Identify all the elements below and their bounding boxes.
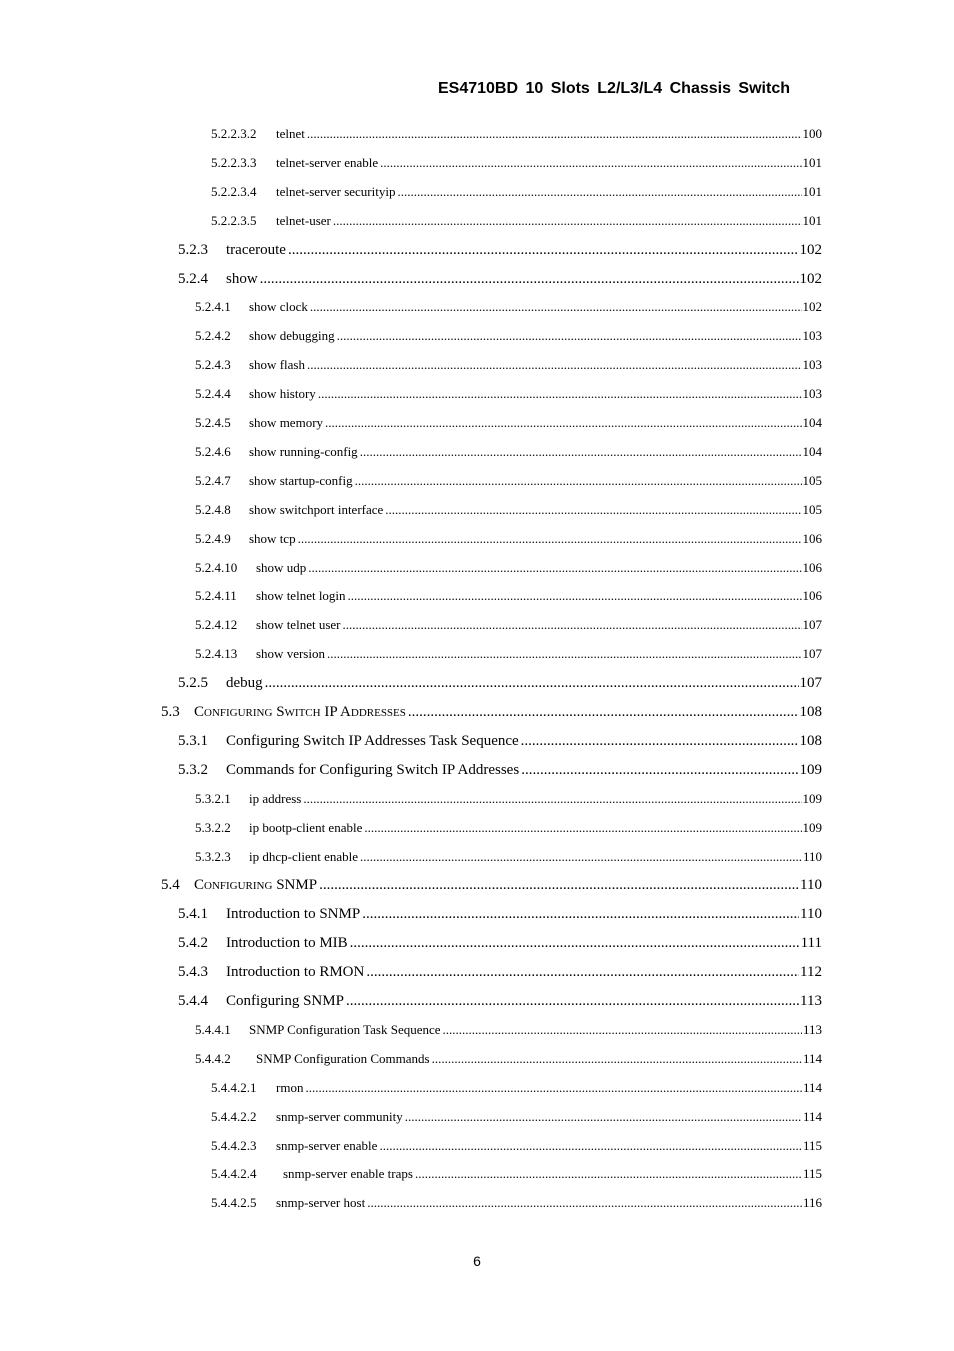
toc-leader-dots xyxy=(405,1109,802,1125)
toc-entry[interactable] xyxy=(195,588,822,604)
toc-entry-number: 5.4.4.1 xyxy=(195,1021,231,1037)
toc-leader-dots xyxy=(360,444,802,460)
toc-entry[interactable] xyxy=(161,877,822,894)
toc-entry-page: 110 xyxy=(800,906,822,923)
toc-entry[interactable] xyxy=(211,1080,822,1096)
toc-entry-title: Configuring SNMP xyxy=(194,877,318,894)
toc-entry-page: 109 xyxy=(802,790,822,806)
toc-entry[interactable] xyxy=(195,328,822,344)
toc-leader-dots xyxy=(307,357,802,373)
toc-entry-title: show tcp xyxy=(249,530,296,546)
toc-entry[interactable] xyxy=(195,820,822,836)
toc-leader-dots xyxy=(397,184,801,200)
toc-entry[interactable] xyxy=(178,675,822,692)
toc-entry-page: 102 xyxy=(799,270,822,287)
toc-leader-dots xyxy=(265,675,799,692)
toc-entry-number: 5.2.4.4 xyxy=(195,386,231,402)
toc-entry-page: 109 xyxy=(802,819,822,835)
toc-leader-dots xyxy=(521,762,798,779)
toc-entry-title: snmp-server enable traps xyxy=(283,1166,413,1182)
toc-entry-number: 5.4.4.2.1 xyxy=(211,1079,257,1095)
toc-entry[interactable] xyxy=(178,935,822,952)
toc-entry-title: show startup-config xyxy=(249,472,353,488)
toc-entry-title: show switchport interface xyxy=(249,501,384,517)
toc-entry[interactable] xyxy=(178,733,822,750)
toc-entry[interactable] xyxy=(195,791,822,807)
toc-entry-page: 111 xyxy=(800,935,822,952)
toc-entry[interactable] xyxy=(195,560,822,576)
toc-entry-title: show memory xyxy=(249,415,324,430)
toc-leader-dots xyxy=(318,386,802,402)
toc-entry[interactable] xyxy=(195,1022,822,1038)
toc-leader-dots xyxy=(307,126,802,142)
toc-entry-title: show udp xyxy=(256,559,307,575)
toc-entry-number: 5.3.2.3 xyxy=(195,848,231,864)
toc-leader-dots xyxy=(342,617,801,633)
toc-leader-dots xyxy=(288,242,799,259)
toc-entry-number: 5.2.4.10 xyxy=(195,559,238,575)
toc-entry-title: show running-config xyxy=(249,443,358,459)
toc-entry-title: snmp-server enable xyxy=(276,1137,378,1153)
toc-leader-dots xyxy=(319,877,799,894)
toc-entry-title: Commands for Configuring Switch IP Addresses xyxy=(226,761,520,778)
toc-entry[interactable] xyxy=(195,646,822,662)
toc-entry[interactable] xyxy=(178,271,822,288)
toc-entry-page: 113 xyxy=(802,1021,822,1037)
toc-entry-page: 110 xyxy=(802,848,822,864)
toc-entry-title: traceroute xyxy=(226,241,286,258)
toc-leader-dots xyxy=(408,704,799,721)
toc-entry-title: SNMP Configuration Task Sequence xyxy=(249,1021,441,1037)
toc-entry-title: snmp-server host xyxy=(276,1195,366,1211)
toc-entry-title: rmon xyxy=(276,1079,304,1095)
toc-entry-page: 106 xyxy=(802,559,822,575)
toc-entry-number: 5.2.4.1 xyxy=(195,299,231,315)
toc-entry-title: show flash xyxy=(249,357,305,373)
toc-leader-dots xyxy=(366,964,799,981)
toc-entry-title: telnet-server securityip xyxy=(276,183,396,199)
toc-leader-dots xyxy=(260,271,799,288)
toc-entry[interactable] xyxy=(178,906,822,923)
toc-entry-page: 103 xyxy=(802,386,822,402)
toc-entry-title: SNMP Configuration Commands xyxy=(256,1050,430,1066)
toc-entry-title: telnet-user xyxy=(276,212,331,228)
toc-leader-dots xyxy=(305,1080,802,1096)
toc-entry-number: 5.2.4.6 xyxy=(195,443,231,459)
toc-entry-number: 5.2.4.9 xyxy=(195,530,231,546)
toc-leader-dots xyxy=(432,1051,802,1067)
toc-entry-page: 101 xyxy=(802,154,822,170)
toc-entry[interactable] xyxy=(211,213,822,229)
toc-entry-title: Configuring Switch IP Addresses Task Sequence xyxy=(226,732,519,749)
toc-entry-title: show clock xyxy=(249,299,308,315)
toc-leader-dots xyxy=(379,1138,802,1154)
toc-entry-title: show history xyxy=(249,386,316,402)
toc-entry-page: 102 xyxy=(802,299,822,315)
toc-entry-page: 102 xyxy=(799,241,822,258)
toc-entry-number: 5.4.4.2 xyxy=(195,1050,231,1066)
toc-entry-page: 106 xyxy=(802,588,822,604)
toc-entry[interactable] xyxy=(195,617,822,633)
toc-entry-number: 5.4.4 xyxy=(178,993,208,1009)
toc-entry-page: 106 xyxy=(802,530,822,546)
toc-entry-number: 5.2.4.11 xyxy=(195,588,237,604)
toc-entry[interactable] xyxy=(211,1195,822,1211)
toc-leader-dots xyxy=(325,415,801,431)
toc-entry-number: 5.4.4.2.4 xyxy=(211,1166,257,1182)
toc-entry[interactable] xyxy=(195,357,822,373)
toc-entry-number: 5.2.4.2 xyxy=(195,328,231,344)
toc-entry-number: 5.3.2 xyxy=(178,761,208,778)
toc-entry[interactable] xyxy=(178,762,822,779)
toc-entry-title: telnet xyxy=(276,126,305,141)
toc-entry-number: 5.2.4 xyxy=(178,270,208,287)
toc-entry[interactable] xyxy=(178,964,822,981)
toc-leader-dots xyxy=(308,560,801,576)
toc-entry-page: 116 xyxy=(802,1195,822,1211)
toc-entry-number: 5.4 xyxy=(161,877,180,894)
toc-entry-page: 107 xyxy=(799,675,822,692)
toc-entry-title: show version xyxy=(256,646,325,662)
toc-leader-dots xyxy=(303,791,801,807)
toc-entry-page: 108 xyxy=(799,732,822,749)
page-number: 6 xyxy=(473,1253,481,1269)
toc-entry[interactable] xyxy=(195,502,822,518)
toc-entry-number: 5.2.4.3 xyxy=(195,357,231,373)
toc-entry[interactable] xyxy=(195,444,822,460)
toc-entry-page: 110 xyxy=(800,877,822,894)
toc-entry-title: telnet-server enable xyxy=(276,154,379,170)
toc-leader-dots xyxy=(327,646,802,662)
toc-entry-number: 5.2.2.3.3 xyxy=(211,154,257,170)
toc-entry-number: 5.2.2.3.2 xyxy=(211,126,257,141)
toc-entry-page: 108 xyxy=(799,704,822,720)
toc-entry-number: 5.2.4.13 xyxy=(195,646,238,662)
toc-entry-number: 5.2.2.3.5 xyxy=(211,212,257,228)
toc-entry-page: 101 xyxy=(802,183,822,199)
toc-entry-page: 113 xyxy=(800,993,822,1009)
toc-entry[interactable] xyxy=(195,415,822,431)
toc-leader-dots xyxy=(333,213,802,229)
toc-entry[interactable] xyxy=(161,704,822,721)
toc-entry[interactable] xyxy=(195,386,822,402)
toc-entry-number: 5.4.4.2.3 xyxy=(211,1137,257,1153)
toc-entry-title: Configuring Switch IP Addresses xyxy=(194,704,406,720)
toc-leader-dots xyxy=(346,993,799,1010)
toc-entry-title: show telnet login xyxy=(256,588,346,604)
toc-entry-number: 5.3.1 xyxy=(178,732,208,749)
toc-entry-page: 115 xyxy=(802,1166,822,1182)
toc-entry-page: 107 xyxy=(802,617,822,633)
toc-leader-dots xyxy=(521,733,799,750)
toc-entry[interactable] xyxy=(211,1166,822,1182)
toc-entry-number: 5.3 xyxy=(161,704,180,720)
toc-entry-page: 103 xyxy=(802,328,822,344)
toc-leader-dots xyxy=(310,299,802,315)
toc-entry[interactable] xyxy=(178,993,822,1010)
toc-entry-title: Introduction to RMON xyxy=(226,964,365,981)
toc-entry-title: show telnet user xyxy=(256,617,341,633)
toc-entry-page: 105 xyxy=(802,472,822,488)
toc-leader-dots xyxy=(298,531,802,547)
page-header-title: ES4710BD 10 Slots L2/L3/L4 Chassis Switch xyxy=(437,80,790,97)
toc-leader-dots xyxy=(360,849,802,865)
toc-entry-page: 101 xyxy=(802,212,822,228)
toc-leader-dots xyxy=(355,473,802,489)
toc-entry-title: Introduction to SNMP xyxy=(226,906,361,923)
toc-entry-number: 5.4.4.2.5 xyxy=(211,1195,257,1211)
toc-entry-title: ip bootp-client enable xyxy=(249,819,363,835)
toc-entry-title: show debugging xyxy=(249,328,335,344)
toc-entry[interactable] xyxy=(211,155,822,171)
toc-entry-title: ip dhcp-client enable xyxy=(249,848,359,864)
toc-entry-title: show xyxy=(226,270,258,287)
toc-entry-page: 114 xyxy=(802,1079,822,1095)
toc-entry[interactable] xyxy=(211,184,822,200)
toc-entry-number: 5.3.2.2 xyxy=(195,819,231,835)
toc-entry[interactable] xyxy=(195,473,822,489)
toc-leader-dots xyxy=(385,502,801,518)
toc-leader-dots xyxy=(443,1022,802,1038)
toc-entry-title: Configuring SNMP xyxy=(226,993,344,1009)
toc-entry-page: 100 xyxy=(802,126,822,141)
toc-entry-page: 105 xyxy=(802,501,822,517)
toc-entry-page: 109 xyxy=(799,761,822,778)
toc-entry-page: 104 xyxy=(802,443,822,459)
toc-entry[interactable] xyxy=(178,242,822,259)
toc-entry-title: Introduction to MIB xyxy=(226,935,348,952)
toc-entry[interactable] xyxy=(195,531,822,547)
toc-entry-page: 103 xyxy=(802,357,822,373)
toc-entry-title: ip address xyxy=(249,790,302,806)
toc-entry[interactable] xyxy=(211,126,822,142)
toc-entry[interactable] xyxy=(195,1051,822,1067)
toc-entry-number: 5.2.4.5 xyxy=(195,415,231,430)
toc-entry-number: 5.2.5 xyxy=(178,675,208,692)
toc-leader-dots xyxy=(380,155,801,171)
toc-entry[interactable] xyxy=(211,1138,822,1154)
toc-leader-dots xyxy=(367,1195,802,1211)
toc-entry-page: 104 xyxy=(802,415,822,430)
toc-entry-number: 5.2.2.3.4 xyxy=(211,183,257,199)
toc-entry-number: 5.3.2.1 xyxy=(195,790,231,806)
toc-entry-number: 5.4.4.2.2 xyxy=(211,1108,257,1124)
toc-entry[interactable] xyxy=(195,849,822,865)
toc-leader-dots xyxy=(364,820,801,836)
toc-entry-page: 107 xyxy=(802,646,822,662)
toc-entry[interactable] xyxy=(195,299,822,315)
toc-entry-number: 5.2.4.12 xyxy=(195,617,238,633)
toc-entry-number: 5.2.3 xyxy=(178,241,208,258)
toc-leader-dots xyxy=(415,1166,802,1182)
toc-entry-page: 114 xyxy=(802,1050,822,1066)
toc-entry[interactable] xyxy=(211,1109,822,1125)
toc-entry-page: 115 xyxy=(802,1137,822,1153)
toc-entry-title: debug xyxy=(226,675,263,692)
toc-entry-number: 5.2.4.7 xyxy=(195,472,231,488)
toc-entry-number: 5.4.3 xyxy=(178,964,208,981)
toc-entry-title: snmp-server community xyxy=(276,1108,403,1124)
toc-entry-number: 5.4.2 xyxy=(178,935,208,952)
toc-entry-page: 112 xyxy=(800,964,822,981)
toc-leader-dots xyxy=(337,328,802,344)
toc-leader-dots xyxy=(362,906,799,923)
toc-entry-number: 5.2.4.8 xyxy=(195,501,231,517)
toc-entry-number: 5.4.1 xyxy=(178,906,208,923)
toc-leader-dots xyxy=(350,935,800,952)
toc-entry-page: 114 xyxy=(802,1108,822,1124)
toc-leader-dots xyxy=(348,588,802,604)
